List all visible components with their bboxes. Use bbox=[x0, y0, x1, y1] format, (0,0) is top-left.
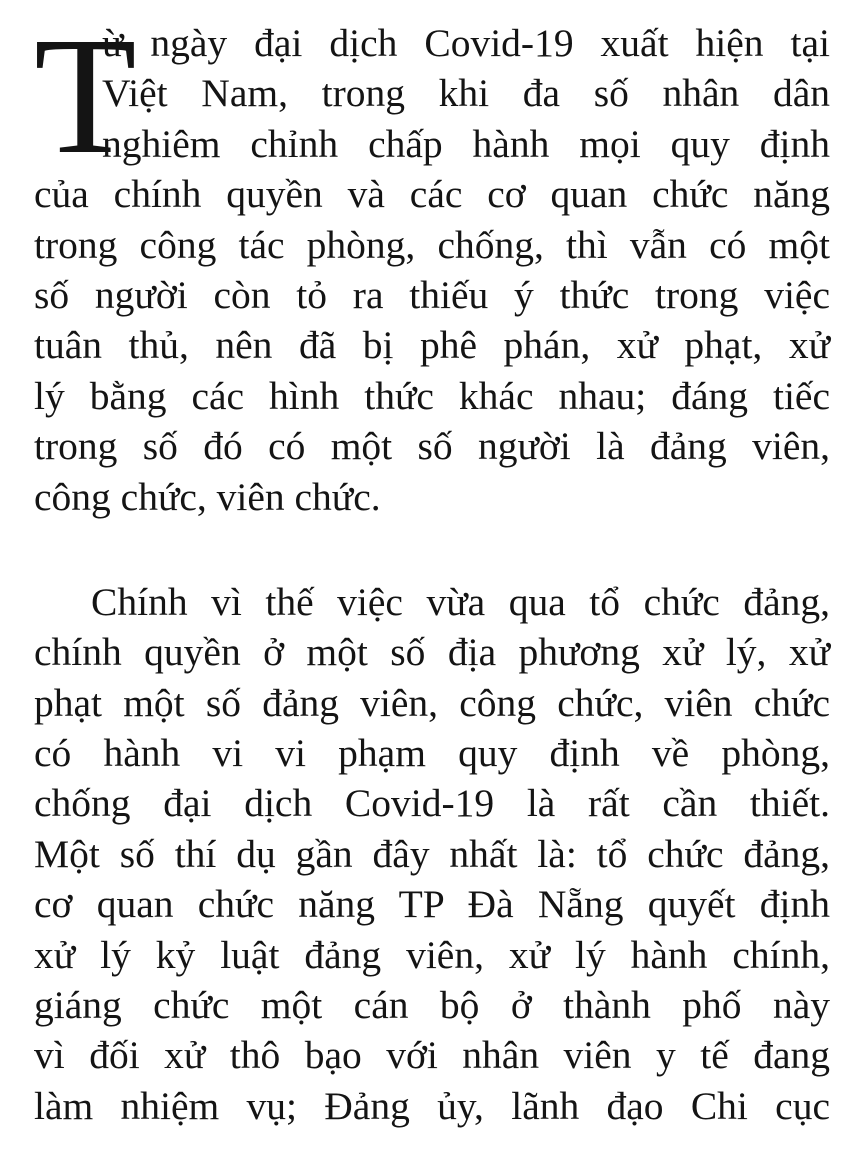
text-line: trong công tác phòng, chống, thì vẫn có một bbox=[34, 222, 830, 267]
text-line: cơ quan chức năng TP Đà Nẵng quyết định bbox=[34, 882, 830, 927]
text-line: số người còn tỏ ra thiếu ý thức trong việc bbox=[34, 272, 830, 317]
text-line: làm nhiệm vụ; Đảng ủy, lãnh đạo Chi cục bbox=[34, 1083, 830, 1128]
text-line: chống đại dịch Covid-19 là rất cần thiết. bbox=[34, 781, 830, 826]
text-line: chính quyền ở một số địa phương xử lý, xử bbox=[34, 630, 830, 675]
text-line: công chức, viên chức. bbox=[34, 474, 381, 519]
drop-cap-letter: T bbox=[34, 3, 137, 189]
text-line: của chính quyền và các cơ quan chức năng bbox=[34, 172, 830, 217]
text-line: Việt Nam, trong khi đa số nhân dân bbox=[102, 71, 830, 116]
paragraph-1 bbox=[34, 3, 830, 522]
text-line: Chính vì thế việc vừa qua tổ chức đảng, bbox=[91, 579, 830, 624]
text-line: lý bằng các hình thức khác nhau; đáng tiếc bbox=[34, 373, 830, 418]
text-line: tuân thủ, nên đã bị phê phán, xử phạt, xử bbox=[34, 323, 830, 368]
paragraph-gap bbox=[34, 522, 830, 577]
paragraph-2 bbox=[34, 577, 830, 1131]
text-line: Một số thí dụ gần đây nhất là: tổ chức đảng, bbox=[34, 831, 830, 876]
text-line: trong số đó có một số người là đảng viên, bbox=[34, 424, 830, 469]
text-line: nghiêm chỉnh chấp hành mọi quy định bbox=[102, 121, 830, 166]
text-line: giáng chức một cán bộ ở thành phố này bbox=[34, 983, 830, 1028]
text-line: xử lý kỷ luật đảng viên, xử lý hành chính, bbox=[34, 932, 830, 977]
text-line: ừ ngày đại dịch Covid-19 xuất hiện tại bbox=[102, 21, 830, 65]
text-line: vì đối xử thô bạo với nhân viên y tế đang bbox=[34, 1033, 830, 1078]
text-line: phạt một số đảng viên, công chức, viên chức bbox=[34, 680, 830, 725]
article-body bbox=[34, 3, 830, 1131]
text-line: có hành vi vi phạm quy định về phòng, bbox=[34, 731, 830, 776]
